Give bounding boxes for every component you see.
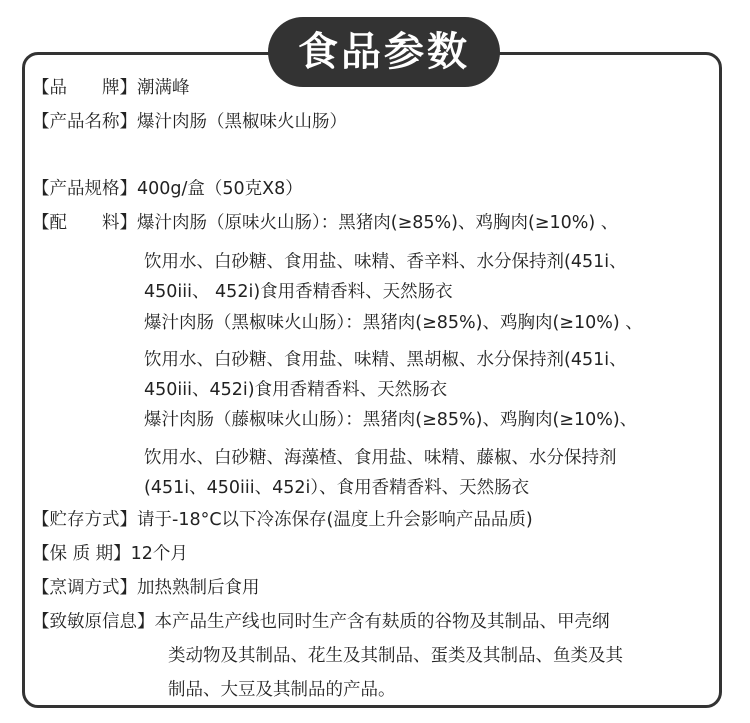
cooking-row: 【烹调方式】加热熟制后食用 <box>32 578 260 598</box>
ingredients-row: 【配 料】爆汁肉肠（原味火山肠）：黑猪肉(≥85%)、鸡胸肉(≥10%) 、 <box>32 213 619 233</box>
product-name-row: 【产品名称】爆汁肉肠（黑椒味火山肠） <box>32 112 347 132</box>
ingredients-line: 爆汁肉肠（藤椒味火山肠）：黑猪肉(≥85%)、鸡胸肉(≥10%)、 <box>144 410 638 430</box>
allergen-line: 类动物及其制品、花生及其制品、蛋类及其制品、鱼类及其 <box>168 646 623 666</box>
page-title: 食品参数 <box>268 17 500 87</box>
ingredients-line: 饮用水、白砂糖、海藻楂、食用盐、味精、藤椒、水分保持剂 <box>144 448 617 468</box>
brand-row: 【品 牌】潮满峰 <box>32 78 190 98</box>
allergen-row: 【致敏原信息】本产品生产线也同时生产含有麸质的谷物及其制品、甲壳纲 <box>32 612 610 632</box>
spec-row: 【产品规格】400g/盒（50克X8） <box>32 179 303 199</box>
storage-row: 【贮存方式】请于-18°C以下冷冻保存(温度上升会影响产品品质) <box>32 510 533 530</box>
shelf-life-row: 【保 质 期】12个月 <box>32 544 188 564</box>
ingredients-line: (451i、450iii、452i）、食用香精香料、天然肠衣 <box>144 478 530 498</box>
ingredients-line: 饮用水、白砂糖、食用盐、味精、黑胡椒、水分保持剂(451i、 <box>144 350 627 370</box>
allergen-line: 制品、大豆及其制品的产品。 <box>168 680 396 700</box>
ingredients-line: 450iii、452i)食用香精香料、天然肠衣 <box>144 380 448 400</box>
ingredients-line: 爆汁肉肠（黑椒味火山肠）：黑猪肉(≥85%)、鸡胸肉(≥10%) 、 <box>144 313 643 333</box>
ingredients-line: 450iii、 452i)食用香精香料、天然肠衣 <box>144 282 453 302</box>
ingredients-line: 饮用水、白砂糖、食用盐、味精、香辛料、水分保持剂(451i、 <box>144 252 627 272</box>
